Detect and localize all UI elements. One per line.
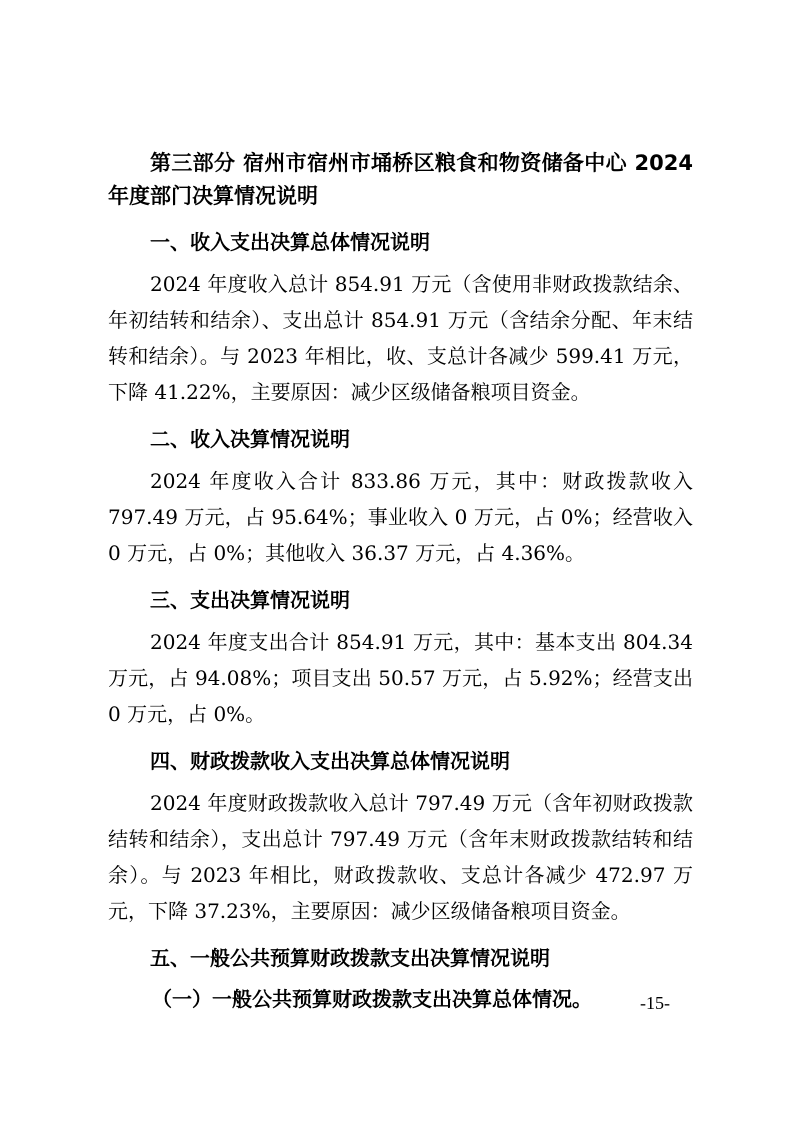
subsection-heading-5-1: （一）一般公共预算财政拨款支出决算总体情况。 <box>152 987 592 1011</box>
document-title: 第三部分 宿州市宿州市埇桥区粮食和物资储备中心 2024 年度部门决算情况说明 <box>108 151 693 208</box>
section-body-3: 2024 年度支出合计 854.91 万元，其中：基本支出 804.34 万元，占 94.08%；项目支出 50.57 万元，占 5.92%；经营支出 0 万元，占 0%。 <box>108 630 693 726</box>
page-number: -15- <box>640 993 670 1013</box>
section-heading-3: 三、支出决算情况说明 <box>150 588 350 612</box>
section-heading-2: 二、收入决算情况说明 <box>150 427 350 451</box>
section-heading-1: 一、收入支出决算总体情况说明 <box>150 230 430 254</box>
section-heading-4: 四、财政拨款收入支出决算总体情况说明 <box>150 749 510 773</box>
document-content <box>108 147 693 1016</box>
section-body-4: 2024 年度财政拨款收入总计 797.49 万元（含年初财政拨款结转和结余），支出总计 797.49 万元（含年末财政拨款结转和结余）。与 2023 年相比，财政拨款收、支总计各减少 472.97 万元，下降 37.23%，主要原因：减少区级储备粮项目资金。 <box>108 791 693 923</box>
section-body-1: 2024 年度收入总计 854.91 万元（含使用非财政拨款结余、年初结转和结余）、支出总计 854.91 万元（含结余分配、年末结转和结余）。与 2023 年相比，收、支总计各减少 599.41 万元，下降 41.22%，主要原因：减少区级储备粮项目资金。 <box>108 272 693 404</box>
section-body-2: 2024 年度收入合计 833.86 万元，其中：财政拨款收入 797.49 万元，占 95.64%；事业收入 0 万元，占 0%；经营收入 0 万元，占 0%；其他收入 36.37 万元，占 4.36%。 <box>108 469 693 565</box>
section-heading-5: 五、一般公共预算财政拨款支出决算情况说明 <box>150 946 550 970</box>
